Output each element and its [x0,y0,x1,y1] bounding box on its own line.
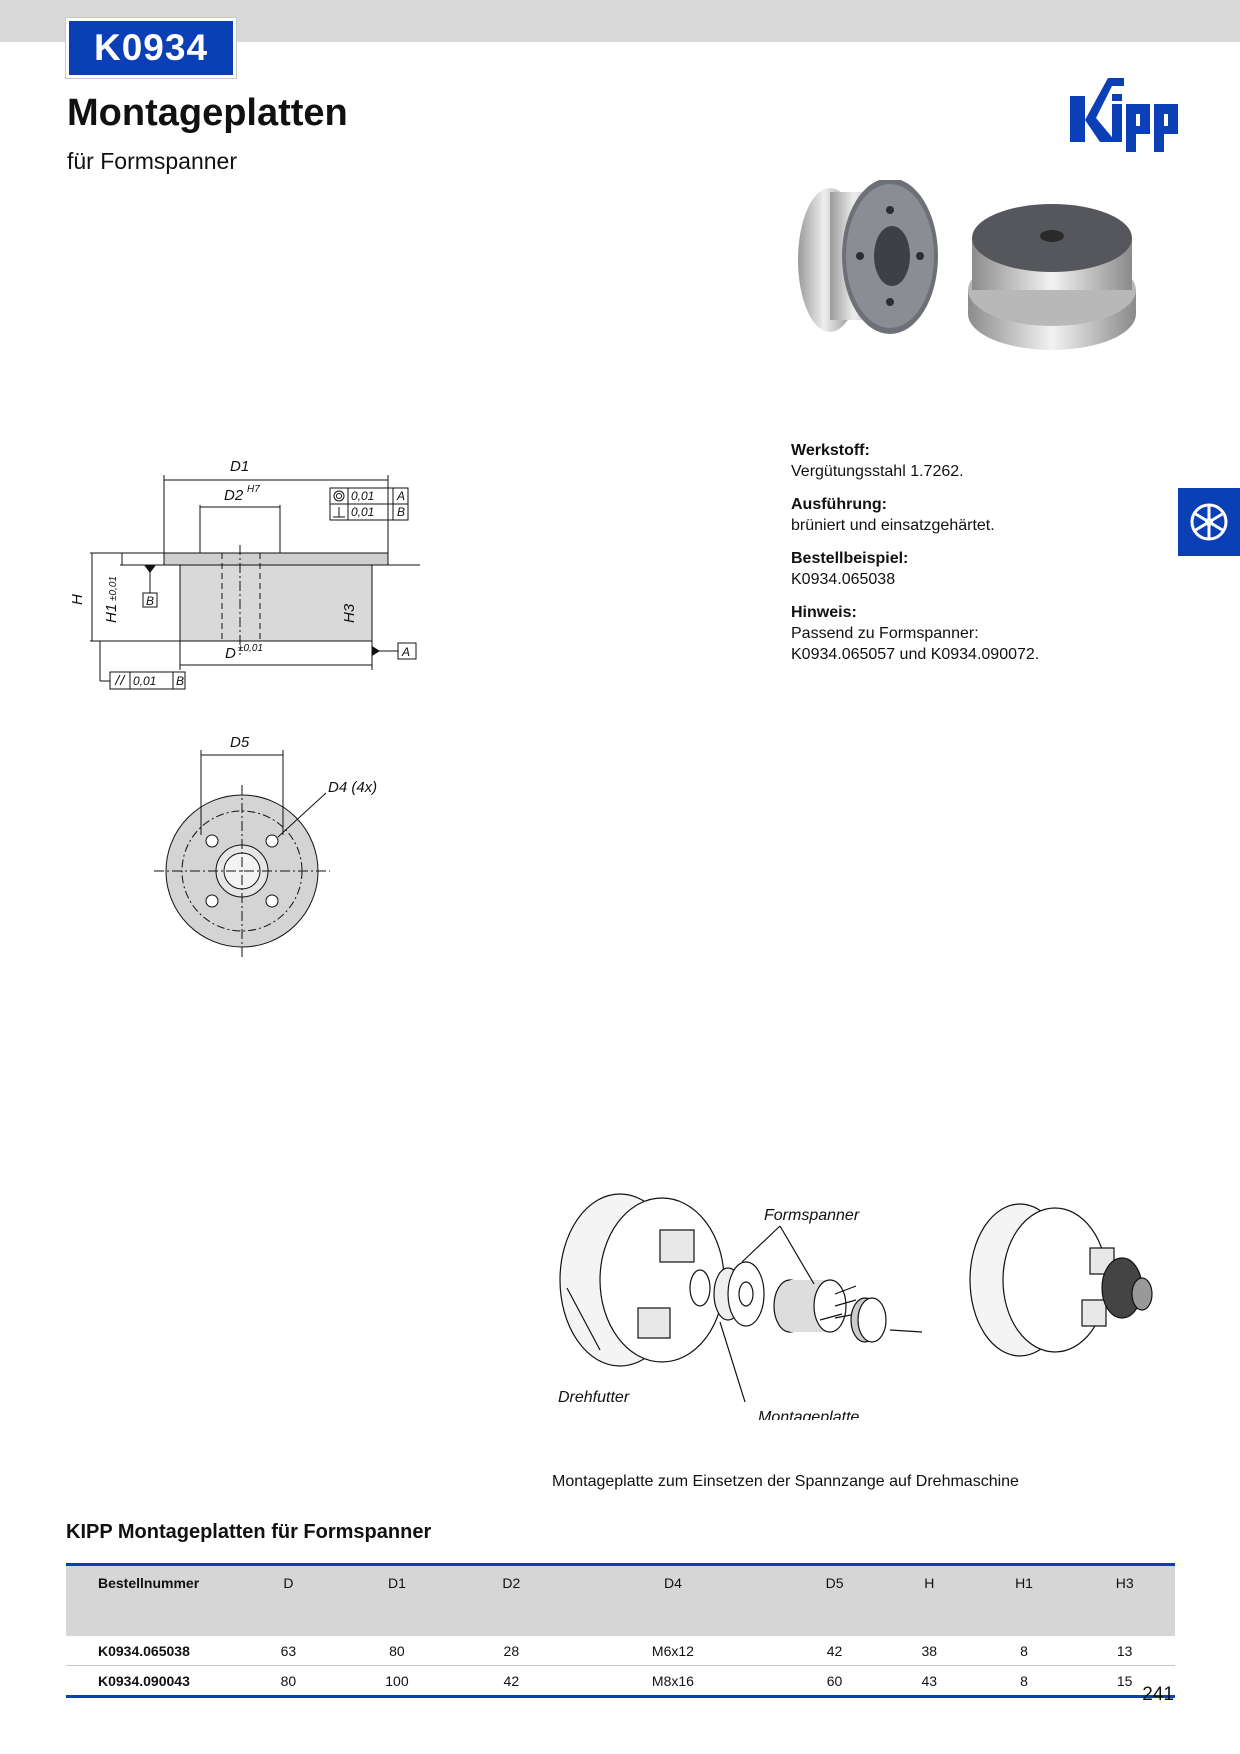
label-d-tol: ±0,01 [238,643,263,654]
table-cell: 43 [885,1666,974,1697]
tol-concentric-ref: A [397,489,406,503]
col-header: D [244,1565,333,1637]
spec-label-note: Hinweis: [791,604,857,621]
label-montageplatte: Montageplatte [758,1409,860,1420]
assembly-illustration [550,1190,1190,1425]
tol-parallel-ref: B [176,674,185,688]
table-cell: 8 [974,1636,1075,1666]
col-header: D5 [784,1565,885,1637]
table-cell: 42 [784,1636,885,1666]
table-cell: 80 [333,1636,461,1666]
table-cell: 13 [1074,1636,1175,1666]
label-d1: D1 [230,458,250,475]
spec-label-finish: Ausführung: [791,496,887,513]
table-cell: 38 [885,1636,974,1666]
page-number: 241 [1142,1684,1174,1705]
table-row [66,1666,1175,1697]
col-header: D4 [562,1565,785,1637]
table-cell: 60 [784,1666,885,1697]
col-header: D2 [461,1565,562,1637]
label-h: H [70,594,86,605]
chuck-icon [1189,502,1229,542]
table-cell: K0934.090043 [66,1666,244,1697]
label-h1: H1 [103,603,120,623]
spec-value-finish: brüniert und einsatzgehärtet. [791,517,995,534]
tol-perp-ref: B [397,505,406,519]
technical-drawing-front [140,735,400,970]
table-header-row [66,1565,1175,1637]
table-cell: 42 [461,1666,562,1697]
tol-parallel-value: 0,01 [133,674,157,688]
specification-notes [791,440,1171,677]
kipp-logo [1068,76,1180,161]
label-d4: D4 (4x) [328,779,378,796]
table-cell: 28 [461,1636,562,1666]
col-header: H1 [974,1565,1075,1637]
label-drehfutter: Drehfutter [558,1389,630,1406]
table-cell: M8x16 [562,1666,785,1697]
tol-concentric-value: 0,01 [351,489,375,503]
spec-label-order-example: Bestellbeispiel: [791,550,909,567]
spec-label-material: Werkstoff: [791,442,870,459]
table-title: KIPP Montageplatten für Formspanner [66,1521,432,1543]
label-d2: D2 [224,487,244,504]
table-row [66,1636,1175,1666]
table-cell: 100 [333,1666,461,1697]
page-subtitle: für Formspanner [67,148,238,174]
col-header: Bestellnummer [66,1565,244,1637]
label-formspanner: Formspanner [764,1207,860,1224]
table-cell: M6x12 [562,1636,785,1666]
datum-a: A [402,645,411,659]
tol-perp-value: 0,01 [351,505,375,519]
page-title: Montageplatten [67,92,348,134]
col-header: D1 [333,1565,461,1637]
label-d5: D5 [230,735,250,751]
table-cell: 15 [1074,1666,1175,1697]
spec-value-material: Vergütungsstahl 1.7262. [791,463,964,480]
col-header: H [885,1565,974,1637]
product-photos [790,180,1140,385]
table-cell: K0934.065038 [66,1636,244,1666]
technical-drawing-side [70,445,420,710]
label-h1-tol: ±0,01 [108,576,119,601]
chapter-tab [1178,488,1240,556]
illustration-caption: Montageplatte zum Einsetzen der Spannzange auf Drehmaschine [552,1473,1019,1490]
table-cell: 63 [244,1636,333,1666]
datum-b: B [146,594,155,608]
table-cell: 80 [244,1666,333,1697]
spec-value-note: Passend zu Formspanner: K0934.065057 und K0934.090072. [791,625,1040,663]
col-header: H3 [1074,1565,1175,1637]
label-d: D [225,645,236,662]
spec-value-order-example: K0934.065038 [791,571,896,588]
table-cell: 8 [974,1666,1075,1697]
label-d2-fit: H7 [247,484,260,495]
dimension-table [66,1563,1175,1698]
product-code-badge: K0934 [66,18,236,78]
label-h3: H3 [341,603,358,623]
